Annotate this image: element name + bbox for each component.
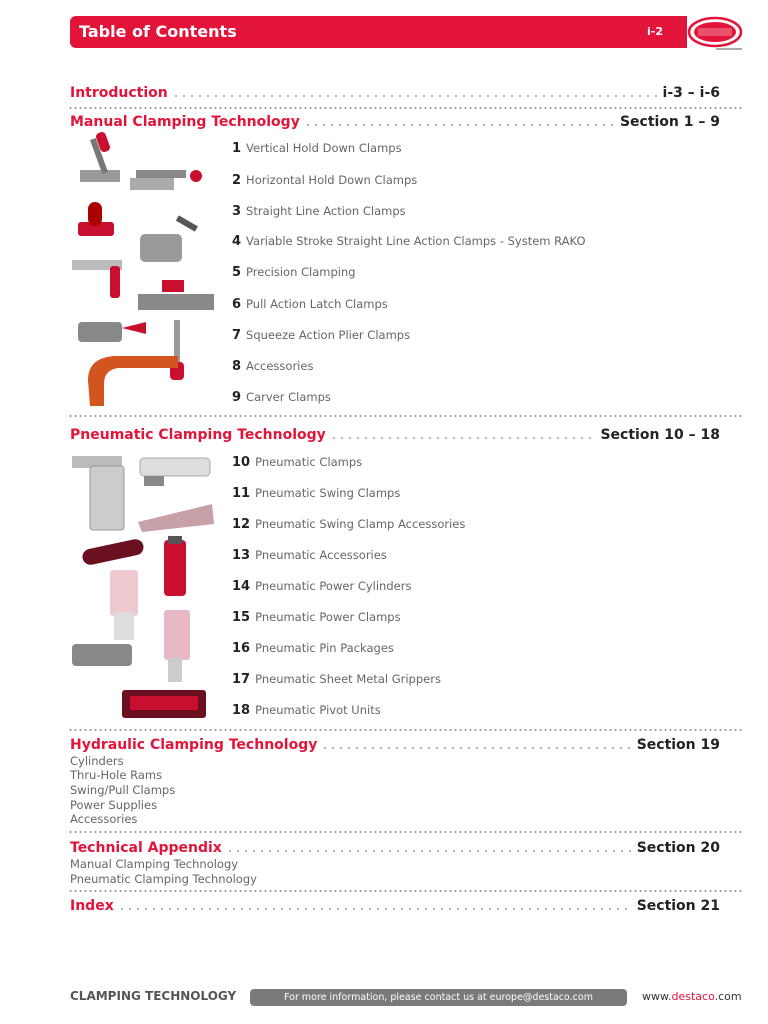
footer-title: CLAMPING TECHNOLOGY xyxy=(70,989,237,1003)
list-item[interactable] xyxy=(232,234,586,249)
page-title: Table of Contents xyxy=(79,22,237,41)
item-number: 4 xyxy=(232,234,242,249)
divider xyxy=(68,890,744,892)
leader-dots xyxy=(226,850,633,852)
item-number: 5 xyxy=(232,265,242,280)
list-item[interactable] xyxy=(232,641,394,656)
item-label: Straight Line Action Clamps xyxy=(246,204,406,218)
item-number: 17 xyxy=(232,672,251,687)
item-number: 6 xyxy=(232,297,242,312)
item-number: 9 xyxy=(232,390,242,405)
list-item[interactable] xyxy=(232,297,388,312)
section-name: Index xyxy=(70,898,114,914)
section-ref: Section 1 – 9 xyxy=(619,114,720,130)
item-number: 16 xyxy=(232,641,251,656)
divider xyxy=(68,107,744,109)
item-label: Pneumatic Swing Clamps xyxy=(255,486,401,500)
item-label: Variable Stroke Straight Line Action Clamps - System RAKO xyxy=(246,234,586,248)
list-item[interactable] xyxy=(232,517,465,532)
item-label: Pneumatic Clamps xyxy=(255,455,363,469)
list-item[interactable] xyxy=(232,486,400,501)
section-hydraulic[interactable] xyxy=(70,735,720,755)
url-brand: destaco xyxy=(671,990,715,1003)
leader-dots xyxy=(330,437,597,439)
list-item[interactable] xyxy=(232,359,313,374)
section-manual[interactable] xyxy=(70,112,720,132)
item-label: Pneumatic Pivot Units xyxy=(255,703,381,717)
item-label: Pneumatic Power Cylinders xyxy=(255,579,412,593)
item-label: Pneumatic Power Clamps xyxy=(255,610,401,624)
sub-item[interactable]: Accessories xyxy=(70,812,138,826)
section-ref: Section 20 xyxy=(636,840,720,856)
section-introduction[interactable] xyxy=(70,83,720,103)
leader-dots xyxy=(118,908,633,910)
list-item[interactable] xyxy=(232,204,406,219)
section-ref: i-3 – i-6 xyxy=(662,85,720,101)
section-name: Pneumatic Clamping Technology xyxy=(70,427,326,443)
list-item[interactable] xyxy=(232,579,411,594)
item-label: Squeeze Action Plier Clamps xyxy=(246,328,411,342)
url-prefix: www. xyxy=(642,990,672,1003)
leader-dots xyxy=(172,95,659,97)
sub-item[interactable]: Thru-Hole Rams xyxy=(70,768,163,782)
item-label: Carver Clamps xyxy=(246,390,331,404)
item-number: 11 xyxy=(232,486,251,501)
page-number: i-2 xyxy=(647,25,663,38)
divider xyxy=(68,415,744,417)
list-item[interactable] xyxy=(232,610,401,625)
section-name: Hydraulic Clamping Technology xyxy=(70,737,318,753)
section-pneumatic[interactable] xyxy=(70,425,720,445)
list-item[interactable] xyxy=(232,328,410,343)
section-name: Manual Clamping Technology xyxy=(70,114,300,130)
section-name: Technical Appendix xyxy=(70,840,222,856)
destaco-logo xyxy=(684,14,746,54)
item-label: Pull Action Latch Clamps xyxy=(246,297,388,311)
item-number: 14 xyxy=(232,579,251,594)
item-label: Accessories xyxy=(246,359,314,373)
footer-contact-text[interactable]: For more information, please contact us at europe@destaco.com xyxy=(284,992,593,1003)
list-item[interactable] xyxy=(232,141,402,156)
sub-item[interactable]: Swing/Pull Clamps xyxy=(70,783,176,797)
pneumatic-clamps-illustration xyxy=(68,452,218,724)
item-number: 15 xyxy=(232,610,251,625)
item-label: Horizontal Hold Down Clamps xyxy=(246,173,418,187)
manual-clamps-illustration xyxy=(68,130,218,412)
list-item[interactable] xyxy=(232,672,441,687)
item-label: Pneumatic Accessories xyxy=(255,548,387,562)
sub-item[interactable]: Pneumatic Clamping Technology xyxy=(70,872,257,886)
list-item[interactable] xyxy=(232,455,362,470)
footer-website-link[interactable] xyxy=(642,990,742,1003)
list-item[interactable] xyxy=(232,173,417,188)
item-number: 7 xyxy=(232,328,242,343)
list-item[interactable] xyxy=(232,548,387,563)
list-item[interactable] xyxy=(232,390,331,405)
item-number: 18 xyxy=(232,703,251,718)
section-ref: Section 19 xyxy=(636,737,720,753)
header-bar xyxy=(70,16,687,48)
item-number: 3 xyxy=(232,204,242,219)
item-number: 12 xyxy=(232,517,251,532)
section-ref: Section 21 xyxy=(636,898,720,914)
item-number: 10 xyxy=(232,455,251,470)
item-label: Pneumatic Sheet Metal Grippers xyxy=(255,672,441,686)
item-label: Precision Clamping xyxy=(246,265,356,279)
sub-item[interactable]: Manual Clamping Technology xyxy=(70,857,239,871)
divider xyxy=(68,729,744,731)
item-number: 2 xyxy=(232,173,242,188)
item-number: 13 xyxy=(232,548,251,563)
divider xyxy=(68,831,744,833)
url-suffix: .com xyxy=(714,990,742,1003)
leader-dots xyxy=(304,124,616,126)
list-item[interactable] xyxy=(232,265,356,280)
item-label: Pneumatic Pin Packages xyxy=(255,641,394,655)
section-index[interactable] xyxy=(70,896,720,916)
item-number: 8 xyxy=(232,359,242,374)
item-label: Vertical Hold Down Clamps xyxy=(246,141,402,155)
sub-item[interactable]: Cylinders xyxy=(70,754,124,768)
sub-item[interactable]: Power Supplies xyxy=(70,798,158,812)
list-item[interactable] xyxy=(232,703,381,718)
footer-contact-bar xyxy=(250,989,627,1006)
leader-dots xyxy=(321,747,632,749)
section-ref: Section 10 – 18 xyxy=(600,427,720,443)
section-name: Introduction xyxy=(70,85,168,101)
item-number: 1 xyxy=(232,141,242,156)
item-label: Pneumatic Swing Clamp Accessories xyxy=(255,517,466,531)
section-technical-appendix[interactable] xyxy=(70,838,720,858)
